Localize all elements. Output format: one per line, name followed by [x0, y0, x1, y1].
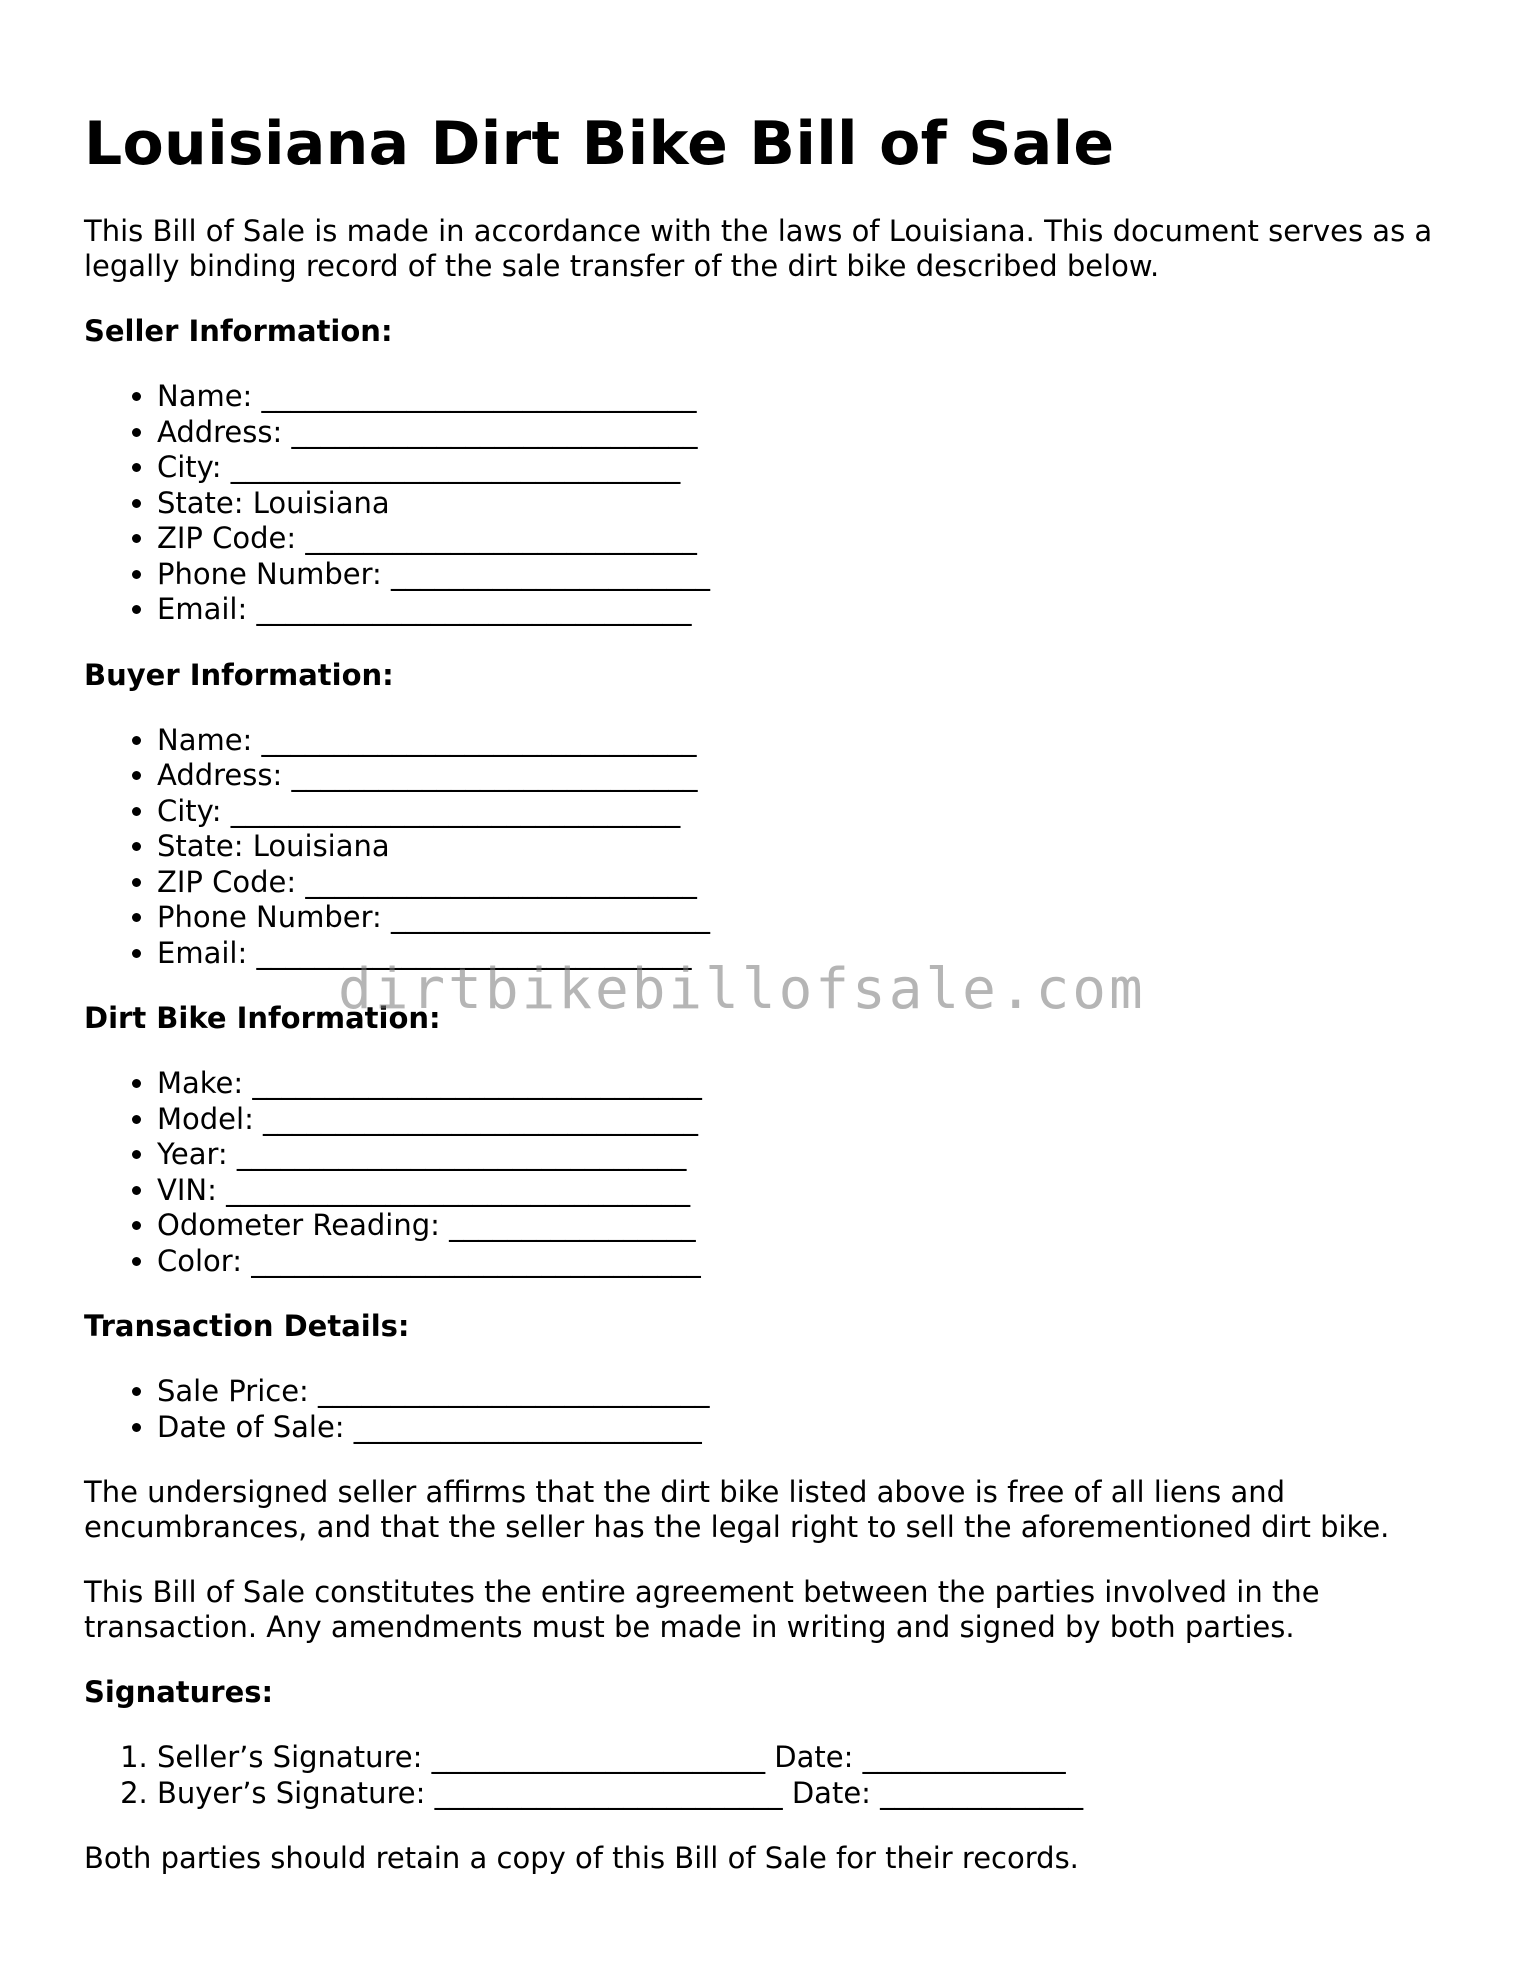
bike-info-list	[84, 1066, 1444, 1279]
bike-year-field: • Year: _______________________________	[157, 1137, 1444, 1173]
document-page	[84, 104, 1444, 1906]
sale-date-field: • Date of Sale: ________________________	[157, 1410, 1444, 1446]
buyer-phone-field: • Phone Number: ______________________	[157, 900, 1444, 936]
transaction-heading: Transaction Details:	[84, 1309, 410, 1343]
bike-heading: Dirt Bike Information:	[84, 1001, 441, 1035]
buyer-info-list	[84, 723, 1444, 972]
seller-state-field: • State: Louisiana	[157, 486, 1444, 522]
agreement-paragraph: This Bill of Sale constitutes the entire agreement between the parties involved in the transaction. Any amendments must be made in writing and signed by both parties.	[84, 1575, 1320, 1644]
intro-paragraph: This Bill of Sale is made in accordance with the laws of Louisiana. This document serves as a legally binding record of the sale transfer of the dirt bike described below.	[84, 214, 1433, 283]
sale-price-field: • Sale Price: ___________________________	[157, 1374, 1444, 1410]
seller-city-field: • City: _______________________________	[157, 450, 1444, 486]
buyer-city-field: • City: _______________________________	[157, 794, 1444, 830]
buyer-heading: Buyer Information:	[84, 657, 394, 692]
bike-model-field: • Model: ______________________________	[157, 1102, 1444, 1138]
seller-phone-field: • Phone Number: ______________________	[157, 557, 1444, 593]
buyer-state-field: • State: Louisiana	[157, 829, 1444, 865]
buyer-signature-line: 2. Buyer’s Signature: ________________________ Date: ______________	[157, 1776, 1444, 1812]
bike-color-field: • Color: _______________________________	[157, 1244, 1444, 1280]
seller-signature-line: 1. Seller’s Signature: _______________________ Date: ______________	[157, 1740, 1444, 1776]
signatures-list	[84, 1740, 1444, 1811]
buyer-name-field: • Name: ______________________________	[157, 723, 1444, 759]
affirmation-paragraph: The undersigned seller affirms that the dirt bike listed above is free of all liens and encumbrances, and that the seller has the legal right to sell the aforementioned dirt bike.	[84, 1475, 1390, 1544]
buyer-zip-field: • ZIP Code: ___________________________	[157, 865, 1444, 901]
transaction-list	[84, 1374, 1444, 1445]
seller-address-field: • Address: ____________________________	[157, 415, 1444, 451]
document-title: Louisiana Dirt Bike Bill of Sale	[84, 109, 1115, 179]
signatures-heading: Signatures:	[84, 1675, 274, 1709]
seller-email-field: • Email: ______________________________	[157, 592, 1444, 628]
bike-make-field: • Make: _______________________________	[157, 1066, 1444, 1102]
closing-paragraph: Both parties should retain a copy of this Bill of Sale for their records.	[84, 1841, 1079, 1875]
seller-heading: Seller Information:	[84, 314, 393, 348]
watermark-text: dirtbikebillofsale.com	[338, 957, 1146, 1022]
seller-info-list	[84, 379, 1444, 628]
bike-odometer-field: • Odometer Reading: _________________	[157, 1208, 1444, 1244]
seller-name-field: • Name: ______________________________	[157, 379, 1444, 415]
buyer-address-field: • Address: ____________________________	[157, 758, 1444, 794]
buyer-email-field: • Email: ______________________________	[157, 936, 1444, 972]
seller-zip-field: • ZIP Code: ___________________________	[157, 521, 1444, 557]
bike-vin-field: • VIN: ________________________________	[157, 1173, 1444, 1209]
